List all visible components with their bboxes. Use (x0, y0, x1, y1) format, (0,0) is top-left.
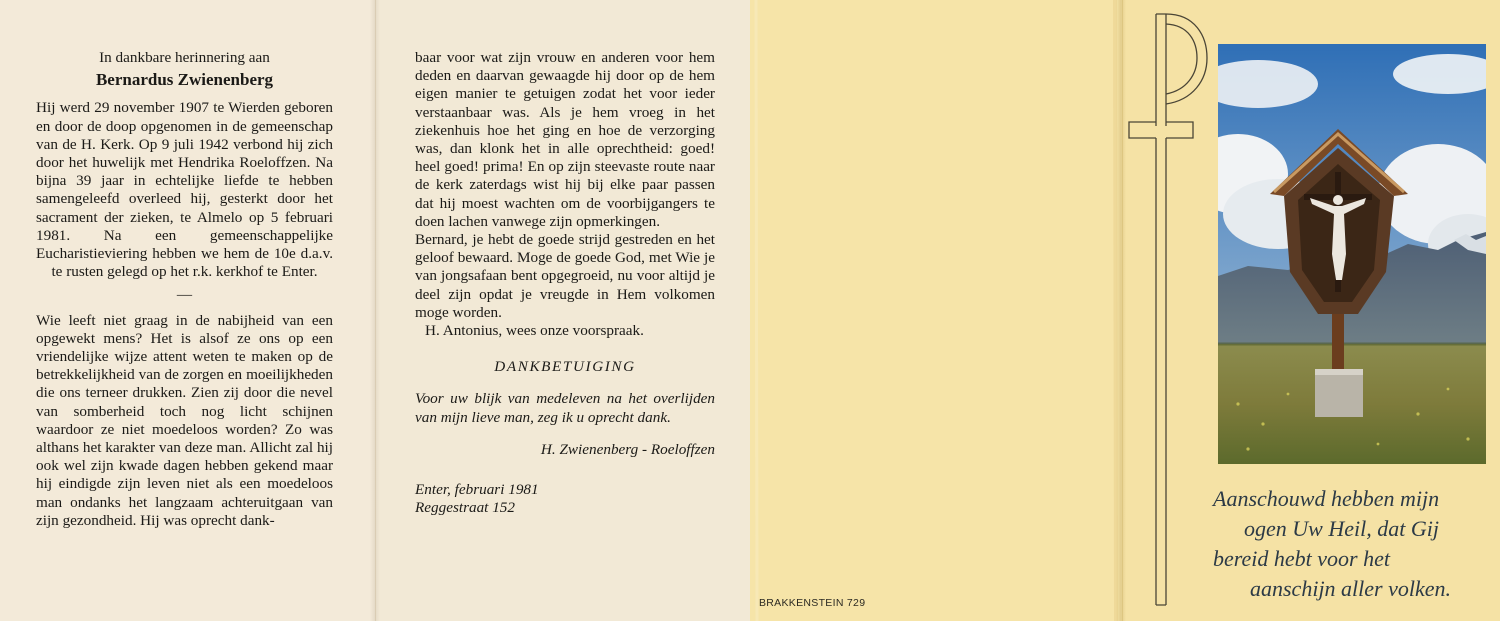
place-date: Enter, februari 1981 (415, 481, 539, 499)
signature: H. Zwienenberg - Roeloffzen (540, 440, 715, 458)
verse-line-1: Aanschouwd hebben mijn (1213, 486, 1440, 511)
printer-mark: BRAKKENSTEIN 729 (759, 597, 866, 609)
right-page-text (415, 49, 715, 517)
thanks-heading: DANKBETUIGING (494, 358, 636, 376)
section-divider: — (176, 286, 193, 304)
intro-line: In dankbare herinnering aan (99, 49, 270, 66)
verse-line-3: bereid hebt voor het (1213, 546, 1390, 571)
thanks-text: Voor uw blijk van medeleven na het overlijden van mijn lieve man, zeg ik u oprecht dank. (415, 390, 715, 426)
back-cover (750, 0, 1122, 621)
verse-line-4: aanschijn aller volken. (1250, 576, 1452, 601)
continuation-paragraph: baar voor wat zijn vrouw en anderen voor hem deden en daarvan gewaagde hij door op de hem eigen manier te getuigen zodat het voor ieder verstaanbaar was. Als je hem vroeg in het ziekenhuis hoe het ging en hoe de verzorging was, dan klonk het in alle oprechtheid: goed! heel goed! prima! En op zijn steevaste route naar de kerk zaterdags wist hij bij elke paar passen dat hij moest wachten om de voorbijgangers te doen lachen vanwege zijn opmerkingen. (415, 49, 715, 230)
fold-line (1116, 0, 1126, 621)
chi-rho-cross-icon (1123, 0, 1213, 621)
crucifix-photo (1218, 44, 1486, 464)
verse-line-2: ogen Uw Heil, dat Gij (1244, 516, 1439, 541)
farewell-paragraph: Bernard, je hebt de goede strijd gestreden en het geloof bewaard. Moge de goede God, met Wie je van jongsafaan bent opgegroeid, nu voor altijd je deel zijn opdat je vreugde in Hem volkomen moge worden. (415, 231, 715, 321)
reflection-paragraph: Wie leeft niet graag in de nabijheid van een opgewekt mens? Het is alsof ze ons op een vriendelijke wijze attent weten te maken op de betrekkelijkheid van de zorgen en moeilijkheden die ons terneer drukken. Zien zij door die nevel van somberheid toch nog licht schijnen waardoor ze niet moedeloos worden? Zo was althans het karakter van deze man. Allicht zal hij ook wel zijn kwade dagen hebben gekend maar hij eindigde zijn leven niet als een moedeloos man ondanks het langzaam achteruitgaan van zijn gezondheid. Hij was oprecht dank- (36, 311, 333, 529)
inside-left-page (0, 0, 375, 621)
fold-line (370, 0, 380, 621)
address: Reggestraat 152 (415, 499, 515, 517)
deceased-name: Bernardus Zwienenberg (95, 70, 274, 90)
scripture-verse (1211, 484, 1493, 604)
paper-texture (750, 0, 1122, 621)
inside-right-page (375, 0, 750, 621)
biography-paragraph: Hij werd 29 november 1907 te Wierden geboren en door de doop opgenomen in de gemeenschap van de H. Kerk. Op 9 juli 1942 verbond hij zich door het huwelijk met Hendrika Roeloffzen. Na bijna 39 jaar in echtelijke liefde te hebben samengeleefd overleed hij, gesterkt door het sacrament der zieken, te Almelo op 5 februari 1981. Na een gemeenschappelijke Eucharistieviering hebben we hem de 10e d.a.v. te rusten gelegd op het r.k. kerkhof te Enter. (36, 99, 333, 281)
left-page-text (36, 49, 333, 530)
prayer-line: H. Antonius, wees onze voorspraak. (425, 322, 644, 340)
front-cover (1122, 0, 1500, 621)
